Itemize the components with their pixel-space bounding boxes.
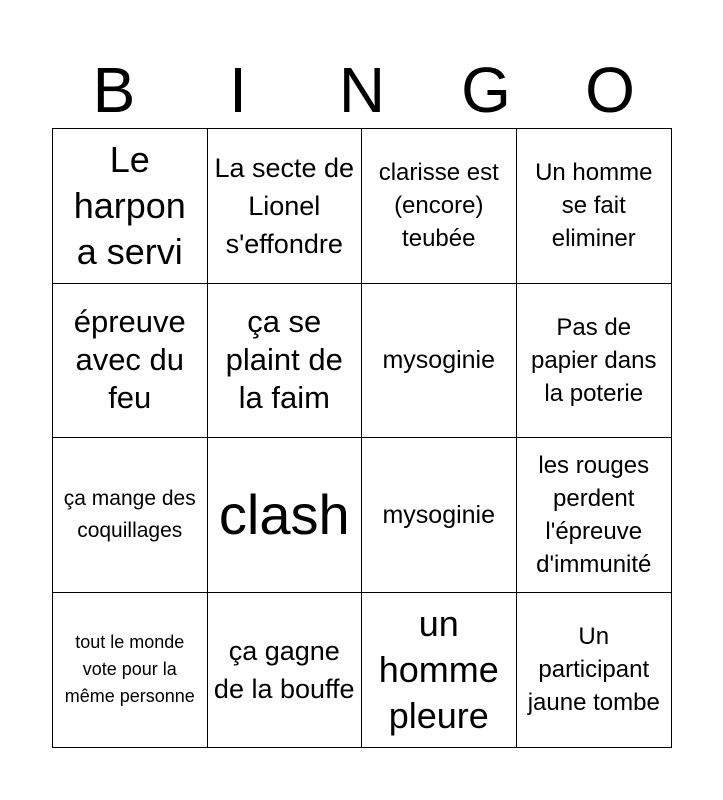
bingo-cell-text: tout le monde vote pour la même personne bbox=[64, 632, 195, 707]
bingo-cell-r4c2[interactable] bbox=[208, 593, 363, 748]
bingo-cell-text: La secte de Lionel s'effondre bbox=[214, 152, 355, 259]
bingo-cell-text: Pas de papier dans la poterie bbox=[531, 313, 657, 407]
bingo-cell-r3c3[interactable] bbox=[362, 438, 517, 593]
bingo-cell-r3c1[interactable] bbox=[53, 438, 208, 593]
bingo-cell-text: clarisse est (encore) teubée bbox=[378, 159, 499, 253]
bingo-cell-r1c2[interactable] bbox=[208, 129, 363, 284]
bingo-header bbox=[52, 52, 672, 128]
bingo-cell-text: mysoginie bbox=[382, 500, 496, 529]
bingo-cell-r2c1[interactable] bbox=[53, 284, 208, 439]
bingo-cell-text: clash bbox=[218, 482, 350, 546]
bingo-cell-text: Le harpon a servi bbox=[73, 138, 186, 272]
bingo-cell-r3c2[interactable] bbox=[208, 438, 363, 593]
header-letter-b: B bbox=[92, 54, 136, 126]
bingo-cell-text: épreuve avec du feu bbox=[73, 304, 186, 416]
bingo-cell-r2c2[interactable] bbox=[208, 284, 363, 439]
bingo-cell-r4c1[interactable] bbox=[53, 593, 208, 748]
bingo-cell-r4c4[interactable] bbox=[517, 593, 672, 748]
bingo-cell-r1c1[interactable] bbox=[53, 129, 208, 284]
bingo-cell-text: Un participant jaune tombe bbox=[527, 623, 660, 717]
bingo-cell-text: ça mange des coquillages bbox=[63, 486, 196, 542]
header-letter-n: N bbox=[338, 54, 386, 126]
header-letter-i: I bbox=[229, 54, 247, 126]
bingo-cell-r2c4[interactable] bbox=[517, 284, 672, 439]
bingo-card-grid bbox=[52, 128, 672, 748]
header-letter-o: O bbox=[585, 54, 635, 126]
bingo-cell-text: les rouges perdent l'épreuve d'immunité bbox=[536, 451, 652, 578]
bingo-cell-r4c3[interactable] bbox=[362, 593, 517, 748]
bingo-cell-r1c4[interactable] bbox=[517, 129, 672, 284]
bingo-cell-text: Un homme se fait eliminer bbox=[535, 159, 653, 253]
bingo-cell-text: ça se plaint de la faim bbox=[225, 304, 343, 416]
header-letter-g: G bbox=[461, 54, 511, 126]
bingo-cell-r3c4[interactable] bbox=[517, 438, 672, 593]
bingo-cell-text: mysoginie bbox=[382, 346, 496, 375]
bingo-cell-r1c3[interactable] bbox=[362, 129, 517, 284]
bingo-cell-text: un homme pleure bbox=[378, 602, 499, 736]
bingo-cell-r2c3[interactable] bbox=[362, 284, 517, 439]
bingo-cell-text: ça gagne de la bouffe bbox=[213, 635, 355, 704]
